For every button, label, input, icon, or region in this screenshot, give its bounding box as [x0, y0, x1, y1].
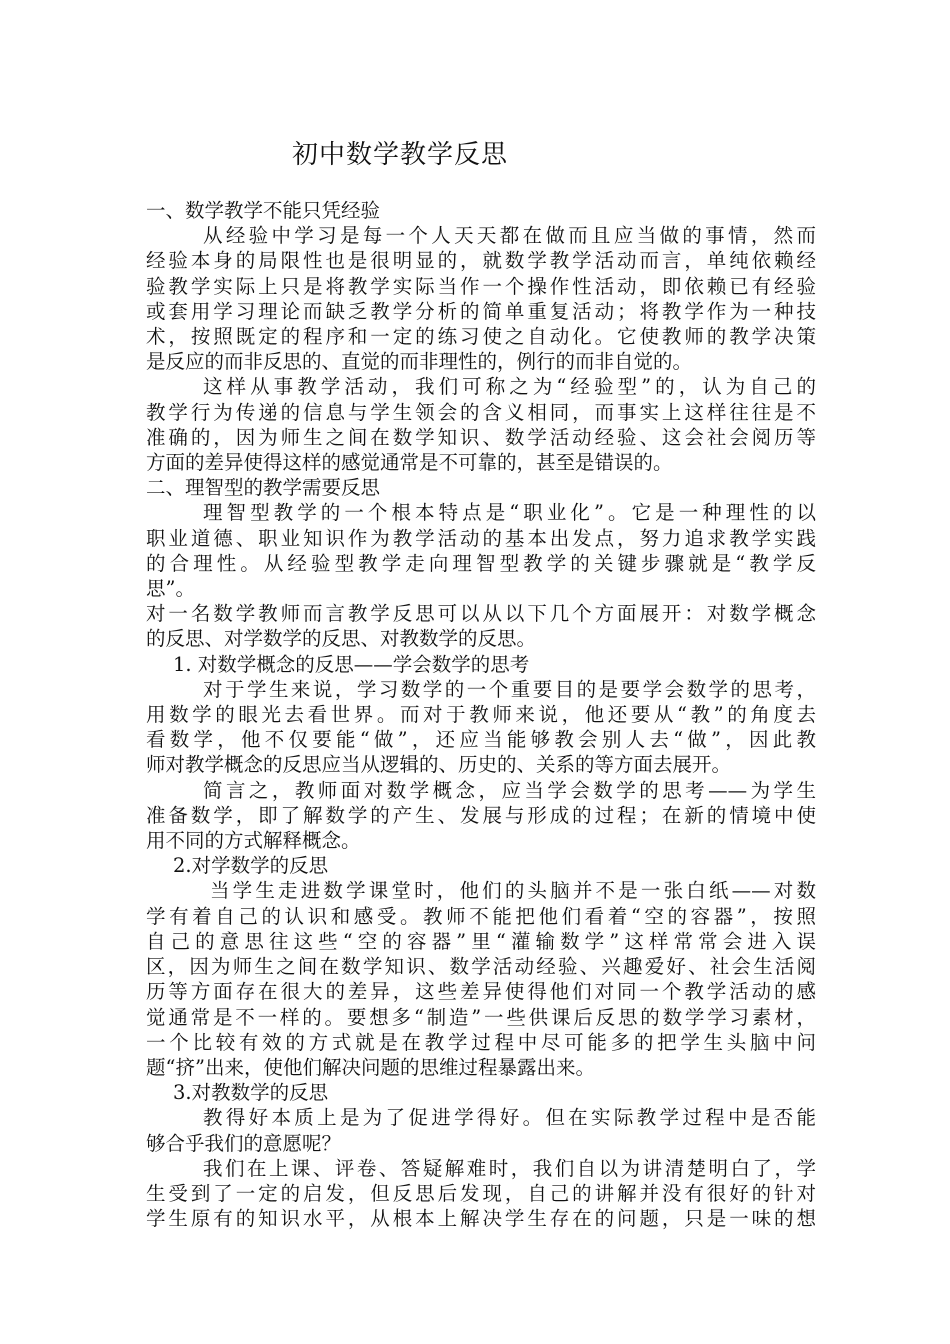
paragraph-line: 觉通常是不一样的。要想多“制造”一些供课后反思的数学学习素材，	[146, 1005, 816, 1029]
subsection-heading-1: 1. 对数学概念的反思——学会数学的思考	[173, 652, 530, 676]
paragraph-line: 对一名数学教师而言教学反思可以从以下几个方面展开：对数学概念	[146, 602, 816, 626]
section-heading-2: 二、理智型的教学需要反思	[146, 476, 381, 500]
paragraph-line: 是反应的而非反思的、直觉的而非理性的，例行的而非自觉的。	[146, 350, 693, 374]
paragraph-line: 学生原有的知识水平，从根本上解决学生存在的问题，只是一味的想	[146, 1207, 816, 1231]
document-title: 初中数学教学反思	[292, 140, 509, 170]
paragraph-line: 这样从事教学活动，我们可称之为“经验型”的，认为自己的	[203, 375, 816, 399]
paragraph-line: 思”。	[146, 577, 195, 601]
paragraph-line: 区，因为师生之间在数学知识、数学活动经验、兴趣爱好、社会生活阅	[146, 955, 816, 979]
paragraph-line: 职业道德、职业知识作为教学活动的基本出发点，努力追求教学实践	[146, 526, 816, 550]
paragraph-line: 够合乎我们的意愿呢？	[146, 1131, 342, 1155]
paragraph-line: 一个比较有效的方式就是在教学过程中尽可能多的把学生头脑中问	[146, 1030, 816, 1054]
subsection-heading-2: 2.对学数学的反思	[173, 854, 329, 878]
paragraph-line: 准备数学，即了解数学的产生、发展与形成的过程；在新的情境中使	[146, 803, 816, 827]
paragraph-line: 看数学，他不仅要能“做”，还应当能够教会别人去“做”，因此教	[146, 728, 816, 752]
paragraph-line: 学有着自己的认识和感受。教师不能把他们看着“空的容器”，按照	[146, 904, 816, 928]
paragraph-line: 题“挤”出来，使他们解决问题的思维过程暴露出来。	[146, 1055, 595, 1079]
document-body	[146, 198, 816, 1231]
paragraph-line: 用数学的眼光去看世界。而对于教师来说，他还要从“教”的角度去	[146, 703, 816, 727]
paragraph-line: 从经验中学习是每一个人天天都在做而且应当做的事情，然而	[203, 224, 816, 248]
paragraph-line: 我们在上课、评卷、答疑解难时，我们自以为讲清楚明白了，学	[203, 1156, 816, 1180]
paragraph-line: 教得好本质上是为了促进学得好。但在实际教学过程中是否能	[203, 1106, 816, 1130]
paragraph-line: 当学生走进数学课堂时，他们的头脑并不是一张白纸——对数	[210, 879, 816, 903]
paragraph-line: 对于学生来说，学习数学的一个重要目的是要学会数学的思考，	[203, 677, 816, 701]
paragraph-line: 生受到了一定的启发，但反思后发现，自己的讲解并没有很好的针对	[146, 1181, 816, 1205]
paragraph-line: 理智型教学的一个根本特点是“职业化”。它是一种理性的以	[203, 501, 816, 525]
paragraph-line: 师对教学概念的反思应当从逻辑的、历史的、关系的等方面去展开。	[146, 753, 732, 777]
paragraph-line: 经验本身的局限性也是很明显的，就数学教学活动而言，单纯依赖经	[146, 249, 816, 273]
paragraph-line: 自己的意思往这些“空的容器”里“灌输数学”这样常常会进入误	[146, 929, 816, 953]
subsection-heading-3: 3.对教数学的反思	[173, 1081, 329, 1105]
paragraph-line: 教学行为传递的信息与学生领会的含义相同，而事实上这样往往是不	[146, 400, 816, 424]
paragraph-line: 的反思、对学数学的反思、对教数学的反思。	[146, 627, 537, 651]
paragraph-line: 的合理性。从经验型教学走向理智型教学的关键步骤就是“教学反	[146, 551, 816, 575]
paragraph-line: 验教学实际上只是将教学实际当作一个操作性活动，即依赖已有经验	[146, 274, 816, 298]
section-heading-1: 一、数学教学不能只凭经验	[146, 199, 381, 222]
paragraph-line: 术，按照既定的程序和一定的练习使之自动化。它使教师的教学决策	[146, 325, 816, 349]
paragraph-line: 历等方面存在很大的差异，这些差异使得他们对同一个教学活动的感	[146, 980, 816, 1004]
paragraph-line: 或套用学习理论而缺乏教学分析的简单重复活动；将教学作为一种技	[146, 299, 816, 323]
paragraph-line: 用不同的方式解释概念。	[146, 829, 361, 853]
paragraph-line: 简言之，教师面对数学概念，应当学会数学的思考——为学生	[203, 778, 816, 802]
paragraph-line: 方面的差异使得这样的感觉通常是不可靠的，甚至是错误的。	[146, 451, 673, 475]
paragraph-line: 准确的，因为师生之间在数学知识、数学活动经验、这会社会阅历等	[146, 425, 816, 449]
